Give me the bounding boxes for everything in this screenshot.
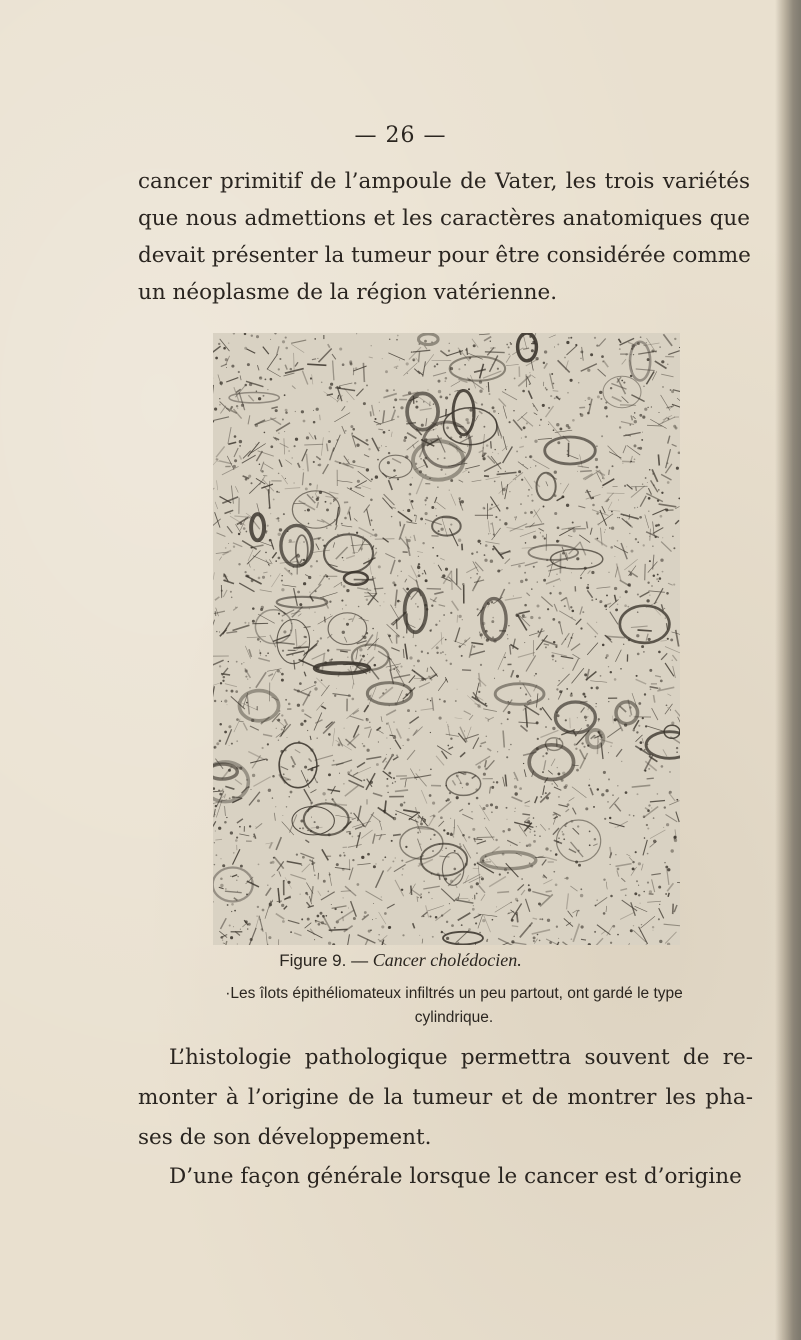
text-line: ses de son développement. bbox=[138, 1125, 432, 1150]
text-line: D’une façon générale lorsque le cancer est d’origine bbox=[169, 1164, 742, 1189]
text-line: cancer primitif de l’ampoule de Vater, les trois variétés bbox=[138, 169, 750, 194]
page-edge-shadow bbox=[775, 0, 801, 1340]
text-line: que nous admettions et les caractères anatomiques que bbox=[138, 206, 750, 231]
paragraph-histology bbox=[138, 1038, 753, 1158]
text-line: L’histologie pathologique permettra souvent de re- bbox=[169, 1045, 753, 1070]
caption-line: cylindrique. bbox=[414, 1009, 494, 1026]
text-line: un néoplasme de la région vatérienne. bbox=[138, 280, 558, 305]
text-line: monter à l’origine de la tumeur et de montrer les pha- bbox=[138, 1085, 753, 1110]
caption-line: ·Les îlots épithéliomateux infiltrés un peu partout, ont gardé le type bbox=[225, 985, 683, 1002]
micrograph-image bbox=[213, 333, 680, 945]
page-number: — 26 — bbox=[354, 123, 447, 148]
figure-label: Figure 9. bbox=[279, 951, 347, 970]
figure-separator: — bbox=[351, 951, 369, 970]
figure-caption bbox=[158, 982, 750, 1030]
paragraph-general bbox=[138, 1157, 753, 1197]
text-line: devait présenter la tumeur pour être considérée comme bbox=[138, 243, 751, 268]
figure-title bbox=[0, 950, 801, 971]
paragraph-intro bbox=[138, 163, 750, 311]
figure-name: Cancer cholédocien. bbox=[372, 950, 522, 970]
micrograph-figure bbox=[213, 333, 680, 945]
